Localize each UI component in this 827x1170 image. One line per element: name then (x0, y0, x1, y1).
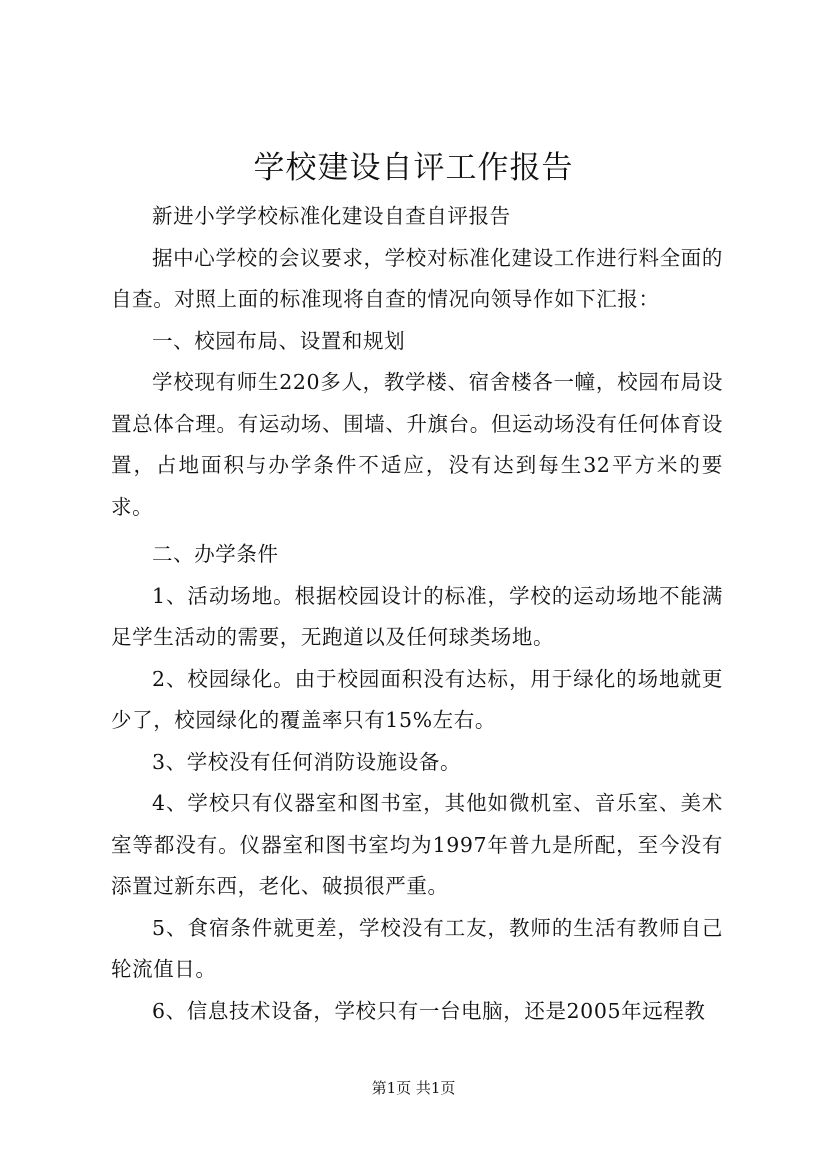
page-footer: 第1页 共1页 (371, 1079, 456, 1097)
paragraph-item-5: 5、食宿条件就更差，学校没有工友，教师的生活有教师自己轮流值日。 (111, 915, 723, 981)
paragraph-intro: 据中心学校的会议要求，学校对标准化建设工作进行料全面的自查。对照上面的标准现将自查的情况向领导作如下汇报： (111, 245, 723, 311)
paragraph-subtitle: 新进小学学校标准化建设自查自评报告 (152, 204, 511, 228)
paragraph-layout: 学校现有师生220多人，教学楼、宿舍楼各一幢，校园布局设置总体合理。有运动场、围墙、升旗台。但运动场没有任何体育设置，占地面积与办学条件不适应，没有达到每生32平方米的要求。 (111, 370, 723, 519)
document-title: 学校建设自评工作报告 (253, 150, 574, 186)
paragraph-item-6: 6、信息技术设备，学校只有一台电脑，还是2005年远程教 (152, 998, 706, 1023)
paragraph-item-1: 1、活动场地。根据校园设计的标准，学校的运动场地不能满足学生活动的需要，无跑道以及任何球类场地。 (111, 583, 723, 649)
paragraph-item-2: 2、校园绿化。由于校园面积没有达标，用于绿化的场地就更少了，校园绿化的覆盖率只有15%左右。 (111, 666, 723, 732)
document-body (111, 196, 723, 1032)
paragraph-item-4: 4、学校只有仪器室和图书室，其他如微机室、音乐室、美术室等都没有。仪器室和图书室均为1997年普九是所配，至今没有添置过新东西，老化、破损很严重。 (111, 791, 723, 898)
paragraph-item-3: 3、学校没有任何消防设施设备。 (152, 749, 462, 774)
section-heading-layout: 一、校园布局、设置和规划 (152, 328, 406, 353)
section-heading-conditions: 二、办学条件 (152, 542, 279, 566)
